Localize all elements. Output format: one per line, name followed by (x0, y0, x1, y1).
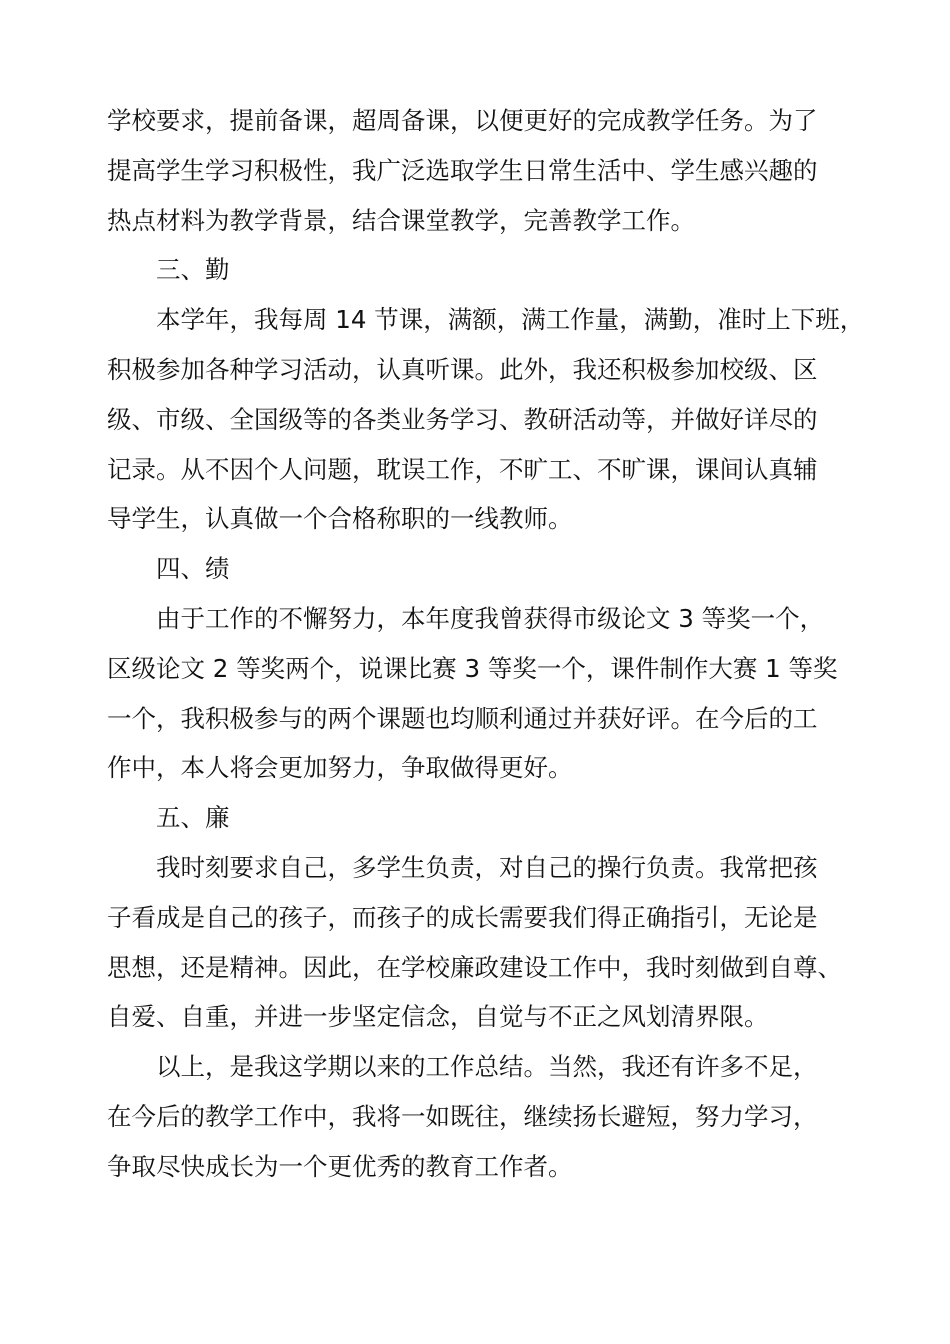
section-heading: 三、勤 (156, 255, 230, 285)
text-line: 热点材料为教学背景，结合课堂教学，完善教学工作。 (107, 205, 695, 235)
section-heading: 五、廉 (156, 803, 230, 833)
text-line: 争取尽快成长为一个更优秀的教育工作者。 (107, 1151, 573, 1181)
text-line: 由于工作的不懈努力，本年度我曾获得市级论文 3 等奖一个， (156, 603, 825, 633)
text-line: 我时刻要求自己，多学生负责，对自己的操行负责。我常把孩 (156, 852, 818, 882)
section-heading: 四、绩 (156, 554, 230, 584)
text-line: 作中，本人将会更加努力，争取做得更好。 (107, 753, 573, 783)
text-line: 级、市级、全国级等的各类业务学习、教研活动等，并做好详尽的 (107, 404, 818, 434)
text-line: 自爱、自重，并进一步坚定信念，自觉与不正之风划清界限。 (107, 1002, 769, 1032)
document-body (107, 96, 877, 1192)
text-line: 区级论文 2 等奖两个，说课比赛 3 等奖一个，课件制作大赛 1 等奖 (107, 653, 838, 683)
text-line: 导学生，认真做一个合格称职的一线教师。 (107, 504, 573, 534)
text-line: 记录。从不因个人问题，耽误工作，不旷工、不旷课，课间认真辅 (107, 454, 818, 484)
text-line: 学校要求，提前备课，超周备课，以便更好的完成教学任务。为了 (107, 106, 818, 135)
text-line: 以上，是我这学期以来的工作总结。当然，我还有许多不足， (156, 1052, 818, 1082)
text-line: 提高学生学习积极性，我广泛选取学生日常生活中、学生感兴趣的 (107, 155, 818, 185)
text-line: 子看成是自己的孩子，而孩子的成长需要我们得正确指引，无论是 (107, 902, 818, 932)
text-line: 一个，我积极参与的两个课题也均顺利通过并获好评。在今后的工 (107, 703, 818, 733)
text-line: 本学年，我每周 14 节课，满额，满工作量，满勤，准时上下班， (156, 305, 865, 335)
text-line: 在今后的教学工作中，我将一如既往，继续扬长避短，努力学习， (107, 1101, 818, 1131)
text-line: 积极参加各种学习活动，认真听课。此外，我还积极参加校级、区 (107, 354, 818, 384)
text-line: 思想，还是精神。因此，在学校廉政建设工作中，我时刻做到自尊、 (107, 952, 842, 982)
